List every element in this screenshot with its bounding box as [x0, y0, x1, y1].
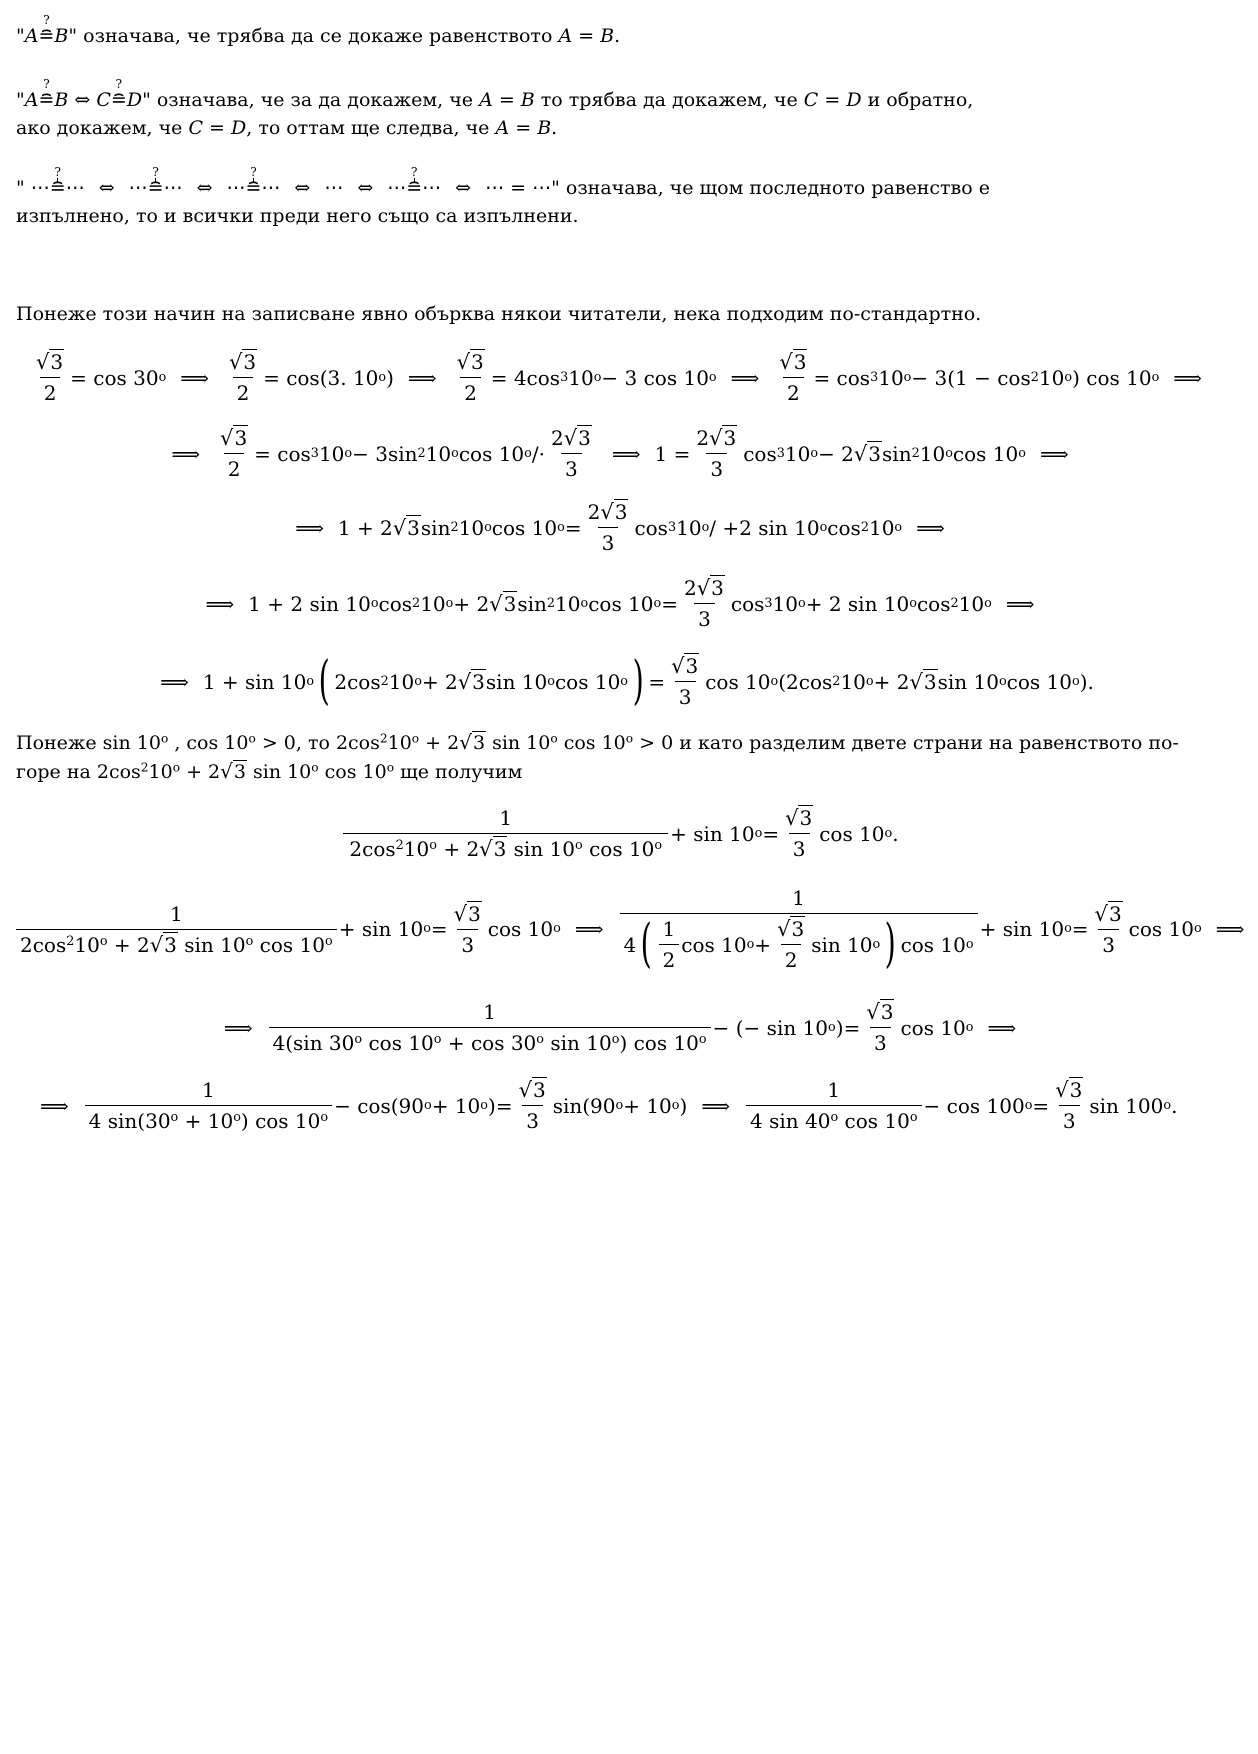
fraction: $\frac{2√3}{3}$: [696, 426, 737, 481]
question-equals-symbol: ? ≘: [110, 77, 127, 111]
question-equals-symbol: ? ≘: [38, 77, 55, 111]
fraction: $\frac{√3}{3}$: [1094, 901, 1122, 957]
fraction: $\frac{2√3}{3}$: [587, 500, 628, 555]
notation-line-2: "A ? ≘ B ⇔ C ? ≘ D" означава, че за да докажем, че A = B то трябва да докажем, че C = D и обратно, ако докажем, че C = D, то оттам ще следва, че A = B.: [16, 77, 974, 139]
fraction: $\frac{1}{2\cos^210^o + 2√3 \sin 10^o \cos 10^o}$: [16, 902, 337, 957]
fraction: $\frac{√3}{2}$: [779, 350, 807, 405]
fraction: $\frac{1}{4(\sin 30^o \cos 10^o + \cos 30^o \sin 10^o) \cos 10^o}$: [269, 1000, 711, 1055]
equation-row-5: ⟹ 1 + sin 10 o ( 2cos 2 10 o + 2 √3 sin 10 o cos 10 o ) = $\frac{√3}{3}$ cos 10 o (2cos 2 10 o + 2 √3 sin 10 o cos 10 o ).: [160, 650, 1094, 711]
fraction: $\frac{1}{2\cos^210^o + 2√3 \sin 10^o \cos 10^o}$: [343, 806, 668, 861]
fraction: $\frac{√3}{3}$: [518, 1078, 546, 1133]
fraction: $\frac{√3}{2}$: [777, 917, 805, 972]
fraction: $\frac{2√3}{3}$: [550, 426, 591, 481]
fraction: $\frac{1}{4 \sin(30^o + 10^o) \cos 10^o}$: [85, 1078, 332, 1133]
fraction: $\frac{√3}{3}$: [785, 806, 813, 861]
equation-row-7: ⟹ $\frac{1}{4(\sin 30^o \cos 10^o + \cos 30^o \sin 10^o) \cos 10^o}$ − (− sin 10 o ) = $\frac{√3}{3}$ cos 10 o ⟹: [223, 1000, 1017, 1055]
equation-row-1: $\frac{√3}{2}$ = cos 30 o ⟹ $\frac{√3}{2}$ = cos(3. 10 o ) ⟹ $\frac{√3}{2}$ = 4cos 3 10 o − 3 cos 10 o ⟹ $\frac{√3}{2}$ = cos 3 10 o − 3(1 − cos 2 10 o ) cos 10 o ⟹: [30, 350, 1216, 405]
fraction: $\frac{1}{4 \sin 40^o \cos 10^o}$: [746, 1078, 922, 1133]
fraction: $\frac{√3}{3}$: [1055, 1078, 1083, 1133]
fraction: $\frac{√3}{2}$: [36, 350, 64, 405]
notation-line-1: "A ? ≘ B" означава, че трябва да се докаже равенството A = B.: [16, 13, 621, 47]
fraction: $\frac{2√3}{3}$: [684, 576, 724, 631]
equation-row-2: ⟹ $\frac{√3}{2}$ = cos 3 10 o − 3sin 2 10 o cos 10 o /· $\frac{2√3}{3}$ ⟹ 1 = $\frac{2√3}{3}$ cos 3 10 o − 2 √3 sin 2 10 o cos 10 o ⟹: [171, 426, 1069, 481]
fraction: $\frac{1}{2}$: [659, 917, 680, 972]
fraction: $\frac{√3}{2}$: [456, 350, 484, 405]
question-equals-symbol: ? ≘: [49, 165, 66, 199]
notation-line-3: " ⋯ ? ≘ ⋯ ⇔ ⋯ ? ≘ ⋯ ⇔ ⋯ ? ≘ ⋯ ⇔ ⋯ ⇔ ⋯ ? ≘ ⋯ ⇔ ⋯ = ⋯" означава, че щом последното равенство е изпълнено, то и всички преди него също са изпълнени.: [16, 165, 990, 227]
question-equals-symbol: ? ≘: [38, 13, 55, 47]
division-paragraph: Понеже sin 10$^o$ , $\cos 10^o > 0$, то $2\cos^210^o + 2√3$ sin 10$^o$ $\cos 10^o > 0$ и като разделим двете страни на равенството по- горе на $2\cos^210^o + 2√3$ sin 10$^o$ cos 10$^o$ ще получим: [16, 730, 1179, 783]
fraction: $\frac{√3}{2}$: [220, 426, 248, 481]
fraction: 1 4 ( $\frac{1}{2}$ cos 10 o + $\frac{√3}{2}$ sin 10 o ) cos 10 o: [620, 886, 978, 972]
fraction: $\frac{√3}{3}$: [453, 901, 481, 957]
question-equals-symbol: ? ≘: [147, 165, 164, 199]
equation-row-4: ⟹ 1 + 2 sin 10 o cos 2 10 o + 2 √3 sin 2 10 o cos 10 o = $\frac{2√3}{3}$ cos 3 10 o + 2 sin 10 o cos 2 10 o ⟹: [205, 576, 1035, 631]
intro-paragraph: Понеже този начин на записване явно обърква някои читатели, нека подходим по-стандартно.: [16, 303, 982, 325]
equation-row-6: $\frac{1}{2\cos^210^o + 2√3 \sin 10^o \cos 10^o}$ + sin 10 o = $\frac{√3}{3}$ cos 10 o ⟹ 1 4 ( $\frac{1}{2}$ cos 10 o + $\frac{√3}{2}$ sin 10 o ) cos 10 o + sin 10 o = $\frac{√3}{3}$ cos 10 o ⟹: [14, 886, 1258, 972]
fraction: $\frac{√3}{3}$: [866, 1000, 894, 1055]
equation-row-8: ⟹ $\frac{1}{4 \sin(30^o + 10^o) \cos 10^o}$ − cos(90 o + 10 o ) = $\frac{√3}{3}$ sin(90 o + 10 o ) ⟹ $\frac{1}{4 \sin 40^o \cos 10^o}$ − cos 100 o = $\frac{√3}{3}$ sin 100 o .: [40, 1078, 1178, 1133]
question-equals-symbol: ? ≘: [245, 165, 262, 199]
fraction: $\frac{√3}{2}$: [228, 350, 257, 405]
equation-result: $\frac{1}{2\cos^210^o + 2√3 \sin 10^o \cos 10^o}$ + sin 10 o = $\frac{√3}{3}$ cos 10 o .: [0, 806, 1240, 861]
fraction: $\frac{√3}{3}$: [671, 654, 699, 709]
equation-row-3: ⟹ 1 + 2 √3 sin 2 10 o cos 10 o = $\frac{2√3}{3}$ cos 3 10 o / +2 sin 10 o cos 2 10 o ⟹: [295, 500, 945, 555]
question-equals-symbol: ? ≘: [406, 165, 423, 199]
